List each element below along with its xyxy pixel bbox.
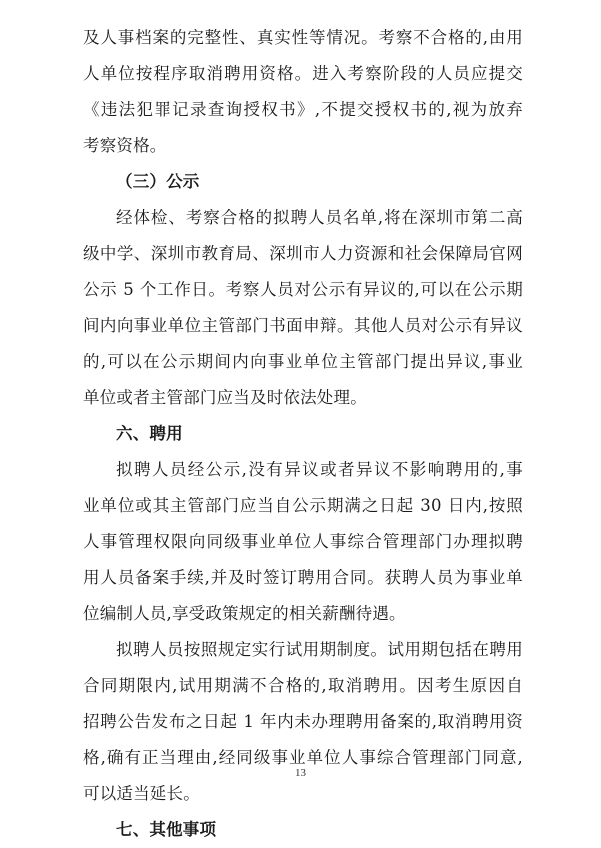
body-text-line: 间内向事业单位主管部门书面申辩。其他人员对公示有异议 — [83, 316, 523, 335]
body-text-line: 考察资格。 — [83, 136, 167, 155]
body-text-line: 人事管理权限向同级事业单位人事综合管理部门办理拟聘 — [83, 532, 523, 551]
section-heading-publicity: （三）公示 — [116, 172, 200, 191]
section-heading-employment: 六、聘用 — [116, 424, 183, 443]
body-text-line: 经体检、考察合格的拟聘人员名单,将在深圳市第二高 — [116, 208, 523, 227]
page-number: 13 — [295, 767, 306, 779]
body-text-line: 可以适当延长。 — [83, 784, 200, 803]
body-text-line: 格,确有正当理由,经同级事业单位人事综合管理部门同意, — [83, 748, 523, 767]
body-text-line: 用人员备案手续,并及时签订聘用合同。获聘人员为事业单 — [83, 568, 523, 587]
body-text-line: 业单位或其主管部门应当自公示期满之日起 30 日内,按照 — [83, 496, 523, 515]
body-text-line: 的,可以在公示期间内向事业单位主管部门提出异议,事业 — [83, 352, 523, 371]
document-body — [83, 20, 523, 848]
section-heading-other-matters: 七、其他事项 — [116, 820, 217, 839]
body-text-line: 位编制人员,享受政策规定的相关薪酬待遇。 — [83, 604, 406, 623]
body-text-line: 招聘公告发布之日起 1 年内未办理聘用备案的,取消聘用资 — [83, 712, 523, 731]
body-text-line: 单位或者主管部门应当及时依法处理。 — [83, 388, 367, 407]
body-text-line: 合同期限内,试用期满不合格的,取消聘用。因考生原因自 — [83, 676, 523, 695]
body-text-line: 《违法犯罪记录查询授权书》,不提交授权书的,视为放弃 — [83, 100, 523, 119]
body-text-line: 拟聘人员经公示,没有异议或者异议不影响聘用的,事 — [116, 460, 523, 479]
body-text-line: 拟聘人员按照规定实行试用期制度。试用期包括在聘用 — [116, 640, 523, 659]
body-text-line: 级中学、深圳市教育局、深圳市人力资源和社会保障局官网 — [83, 244, 523, 263]
body-text-line: 人单位按程序取消聘用资格。进入考察阶段的人员应提交 — [83, 64, 523, 83]
body-text-line: 公示 5 个工作日。考察人员对公示有异议的,可以在公示期 — [83, 280, 523, 299]
body-text-line: 及人事档案的完整性、真实性等情况。考察不合格的,由用 — [83, 28, 523, 47]
